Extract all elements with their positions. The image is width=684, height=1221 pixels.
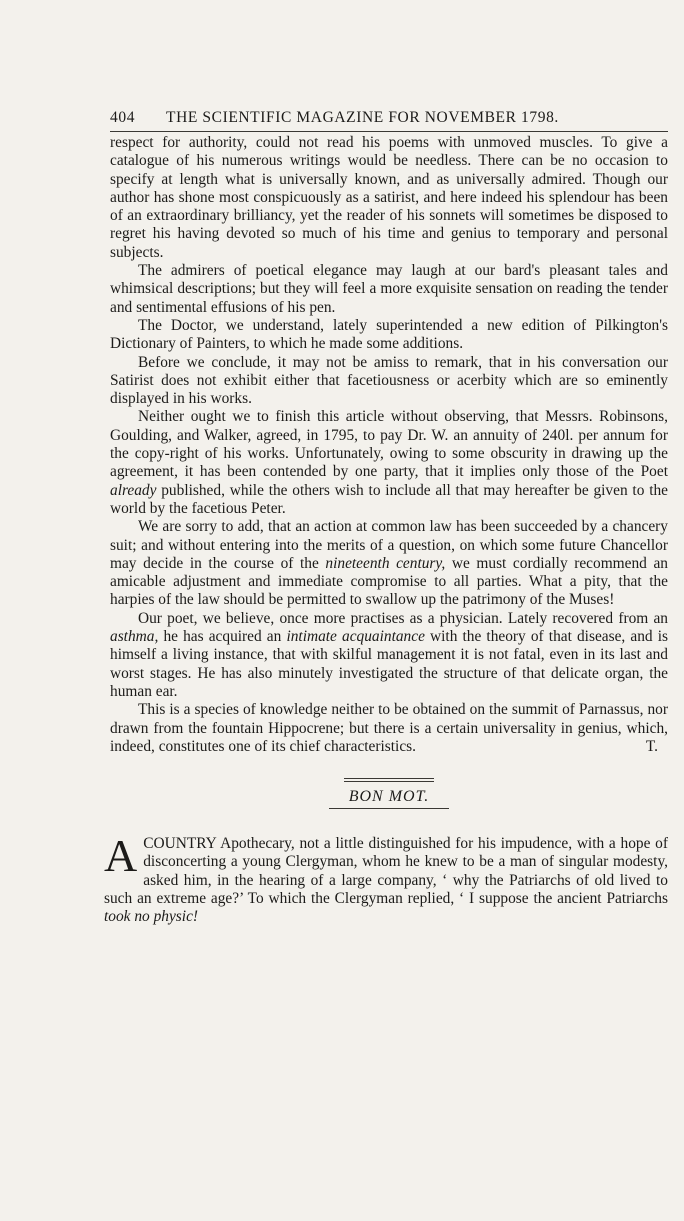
running-head: THE SCIENTIFIC MAGAZINE FOR NOVEMBER 1798.	[166, 109, 559, 126]
physician-emphasis-2: intimate acquaintance	[286, 628, 425, 646]
drop-cap: A	[104, 830, 138, 882]
section-title: BON MOT.	[348, 788, 430, 806]
physician-text-1: Our poet, we believe, once more practises as a physician. Lately recovered from an	[138, 609, 668, 627]
bonmot-text: COUNTRY Apothecary, not a little distinguished for his impudence, with a hope of disconcerting a young Clergyman, whom he knew to be a man of singular modesty, asked him, in the hearing of a large company, ‘ why the Patriarchs of old lived to such an extreme age?’ To which the Clergyman replied, ‘ I suppose the ancient Patriarchs	[104, 835, 668, 907]
header-rule	[110, 131, 668, 132]
chancery-text-1: We are sorry to add, that an action at common law has been succeeded by a chancery suit; and without entering into the merits of a question, on which some future Chancellor may decide in the course of the	[110, 518, 668, 572]
title-underline	[329, 808, 449, 809]
chancery-text-2: we must cordially recommend an amicable adjustment and immediate compromise to all parties. What a pity, that the harpies of the law should be permitted to swallow up the patrimony of the Muses!	[110, 554, 669, 609]
paragraph-parnassus: This is a species of knowledge neither to be obtained on the summit of Parnassus, nor drawn from the fountain Hippocrene; but there is a certain universality in genius, which, indeed, constitutes one of its chief characteristics.	[110, 701, 668, 755]
paragraph-admirers: The admirers of poetical elegance may laugh at our bard's pleasant tales and whimsical descriptions; but they will feel a more exquisite sensation on reading the tender and sentimental effusions of his pen.	[110, 262, 668, 316]
bonmot-paragraph	[104, 830, 668, 926]
messrs-emphasis: already	[110, 481, 157, 499]
author-signature: T.	[645, 738, 658, 756]
page-number: 404	[110, 109, 136, 126]
paragraph-authority: respect for authority, could not read his poems with unmoved muscles. To give a catalogue of his numerous writings would be needless. There can be no occasion to specify at length what is universally known, and as universally admired. Though our author has shone most conspicuously as a satirist, and here indeed his splendour has been of an extraordinary brilliancy, yet the reader of his sonnets will sometimes be disposed to regret his having devoted so much of his time and genius to temporary and personal subjects.	[110, 134, 668, 261]
magazine-page	[104, 108, 669, 942]
messrs-text-1: Neither ought we to finish this article without observing, that Messrs. Robinsons, Goulding, and Walker, agreed, in 1795, to pay Dr. W. an annuity of 240l. per annum for the copy-right of his works. Unfortunately, owing to some obscurity in drawing up the agreement, it has been contended by one party, that it implies only those of the Poet	[110, 408, 668, 481]
messrs-text-2: published, while the others wish to include all that may hereafter be given to the world by the facetious Peter.	[110, 481, 668, 517]
section-divider	[344, 778, 434, 782]
paragraph-doctor: The Doctor, we understand, lately superintended a new edition of Pilkington's Dictionary of Painters, to which he made some additions.	[110, 316, 668, 353]
paragraph-messrs	[110, 408, 668, 518]
bonmot-emphasis: took no physic!	[104, 908, 199, 926]
chancery-emphasis: nineteenth century,	[325, 554, 446, 572]
physician-text-2: he has acquired an	[158, 628, 287, 646]
paragraph-chancery	[110, 518, 668, 609]
physician-text-3: with the theory of that disease, and is himself a living instance, that with skilful management it is not fatal, even in its last and worst stages. He has also minutely investigated the structure of that delicate organ, the human ear.	[110, 628, 668, 700]
paragraph-conversation: Before we conclude, it may not be amiss to remark, that in his conversation our Satirist does not exhibit either that facetiousness or acerbity which are so eminently displayed in his works.	[110, 353, 668, 408]
paragraph-physician	[110, 610, 668, 701]
physician-emphasis-1: asthma,	[110, 628, 159, 646]
page-header	[110, 108, 668, 128]
